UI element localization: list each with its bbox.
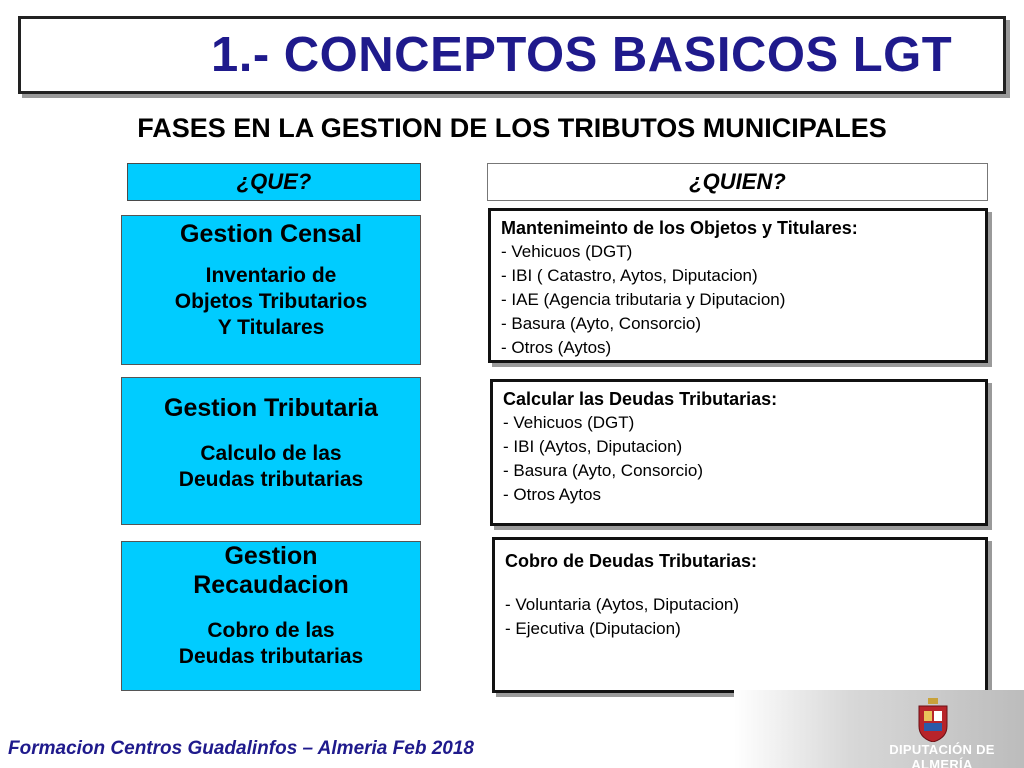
list-item: - Ejecutiva (Diputacion) [505,619,681,638]
responsible-recaudacion [492,537,988,693]
list-item: - Vehicuos (DGT) [503,413,635,432]
phase-recaudacion-title-1: Gestion [224,542,318,570]
title-box [18,16,1006,94]
phase-tributaria-desc-2: Deudas tributarias [178,468,364,491]
phase-recaudacion-title-2: Recaudacion [193,571,349,599]
phase-recaudacion [121,541,421,691]
footer-text: Formacion Centros Guadalinfos – Almeria Feb 2018 [8,738,474,759]
crest-icon [916,698,950,742]
responsible-censal-heading: Mantenimeinto de los Objetos y Titulares: [501,218,858,238]
phase-tributaria-title: Gestion Tributaria [164,394,378,422]
list-item: - Voluntaria (Aytos, Diputacion) [505,595,740,614]
responsible-censal [488,208,988,363]
que-header: ¿QUE? [127,163,421,201]
org-name: DIPUTACIÓN DE ALMERÍA [889,742,995,768]
responsible-tributaria-heading: Calcular las Deudas Tributarias: [503,389,778,409]
list-item: - Basura (Ayto, Consorcio) [501,314,701,333]
responsible-recaudacion-heading: Cobro de Deudas Tributarias: [505,551,758,571]
phase-censal-desc-3: Y Titulares [217,316,325,339]
phase-censal [121,215,421,365]
list-item: - Vehicuos (DGT) [501,242,633,261]
list-item: - IBI (Aytos, Diputacion) [503,437,683,456]
phase-censal-title: Gestion Censal [180,220,362,248]
phase-recaudacion-desc-2: Deudas tributarias [178,645,364,668]
responsible-tributaria [490,379,988,526]
subtitle: FASES EN LA GESTION DE LOS TRIBUTOS MUNICIPALES [137,113,887,143]
list-item: - IBI ( Catastro, Aytos, Diputacion) [501,266,758,285]
phase-recaudacion-desc-1: Cobro de las [207,619,335,642]
quien-header: ¿QUIEN? [487,163,988,201]
phase-censal-desc-2: Objetos Tributarios [174,290,368,313]
phase-censal-desc-1: Inventario de [205,264,337,287]
page-title: 1.- CONCEPTOS BASICOS LGT [211,28,953,82]
phase-tributaria [121,377,421,525]
list-item: - IAE (Agencia tributaria y Diputacion) [501,290,786,309]
list-item: - Otros Aytos [503,485,601,504]
phase-tributaria-desc-1: Calculo de las [200,442,342,465]
list-item: - Otros (Aytos) [501,338,612,357]
list-item: - Basura (Ayto, Consorcio) [503,461,703,480]
